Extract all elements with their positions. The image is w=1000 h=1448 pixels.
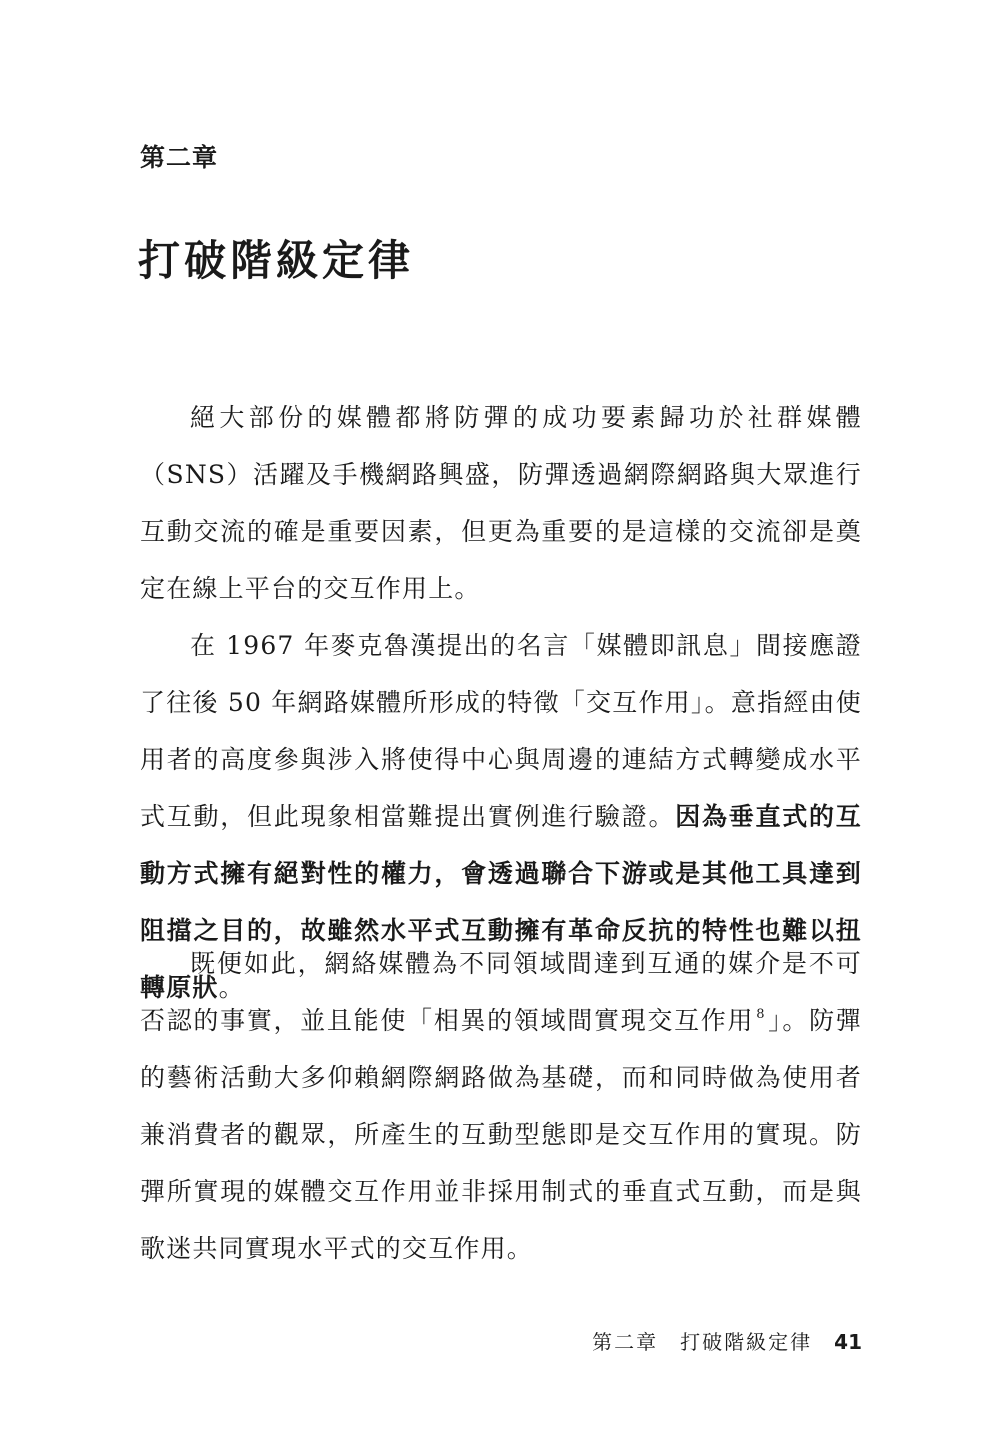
section-2 xyxy=(140,935,862,1277)
footer-chapter: 第二章 xyxy=(592,1330,659,1354)
paragraph-3 xyxy=(140,935,862,1277)
footnote-marker[interactable]: 8 xyxy=(756,1007,766,1022)
paragraph-3-text: 既便如此，網絡媒體為不同領域間達到互通的媒介是不可否認的事實，並且能使「相異的領域間實現交互作用 xyxy=(140,949,862,1035)
page-number: 41 xyxy=(834,1330,862,1354)
section-1 xyxy=(140,389,862,1016)
paragraph-1: 絕大部份的媒體都將防彈的成功要素歸功於社群媒體（SNS）活躍及手機網路興盛，防彈透過網際網路與大眾進行互動交流的確是重要因素，但更為重要的是這樣的交流卻是奠定在線上平台的交互作用上。 xyxy=(140,403,862,603)
paragraph-3-end: 」。防彈的藝術活動大多仰賴網際網路做為基礎，而和同時做為使用者兼消費者的觀眾，所產生的互動型態即是交互作用的實現。防彈所實現的媒體交互作用並非採用制式的垂直式互動，而是與歌迷共同實現水平式的交互作用。 xyxy=(140,1006,862,1263)
footer-title: 打破階級定律 xyxy=(680,1330,813,1354)
paragraph-2-text: 在 1967 年麥克魯漢提出的名言「媒體即訊息」間接應證了往後 50 年網路媒體所形成的特徵「交互作用」。意指經由使用者的高度參與涉入將使得中心與周邊的連結方式轉變成水平式互動，但此現象相當難提出實例進行驗證。 xyxy=(140,631,862,831)
paragraph-2-emphasis: 因為垂直式的互動方式擁有絕對性的權力，會透過聯合下游或是其他工具達到阻擋之目的，故雖然水平式互動擁有革命反抗的特性也難以扭轉原狀 xyxy=(140,802,862,1002)
running-footer xyxy=(592,1326,862,1355)
chapter-title: 打破階級定律 xyxy=(138,236,415,285)
paragraph-2-end: 。 xyxy=(218,973,245,1002)
chapter-label: 第二章 xyxy=(140,143,219,172)
